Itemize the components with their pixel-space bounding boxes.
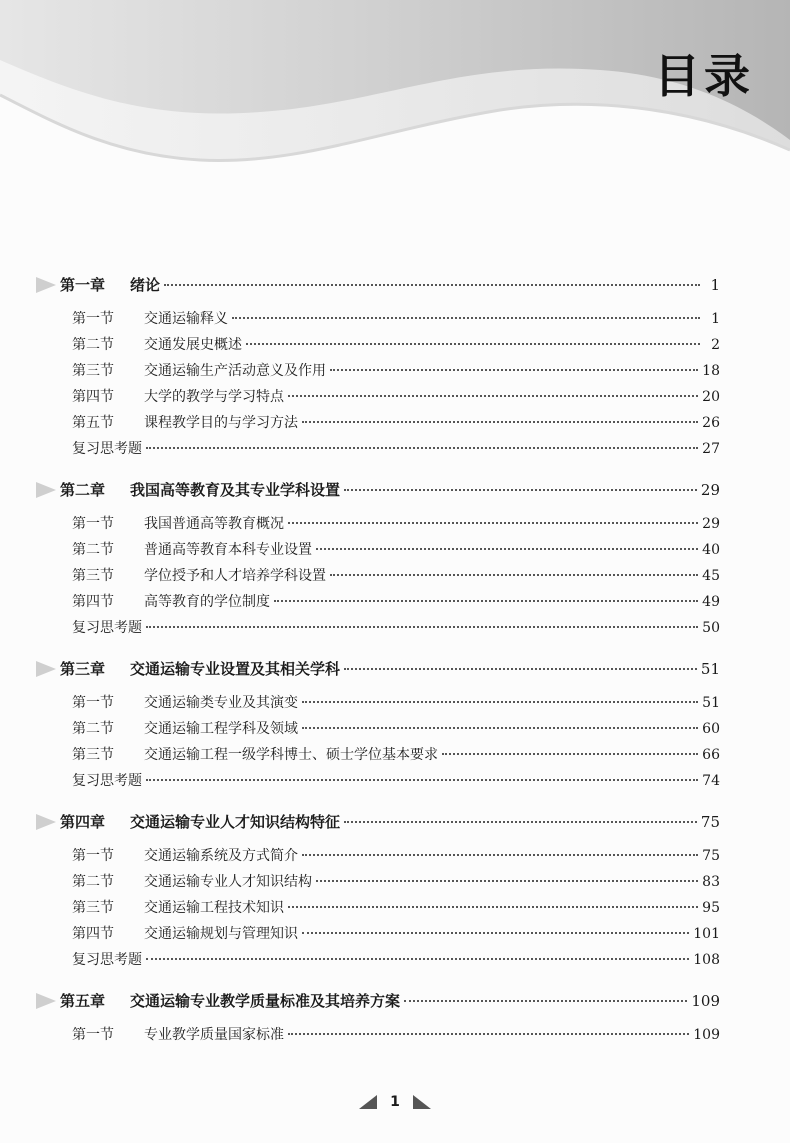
dot-leader [288, 522, 698, 524]
section-title: 交通运输类专业及其演变 [144, 695, 298, 711]
section-entry[interactable] [40, 947, 720, 973]
dot-leader [442, 753, 698, 755]
section-title: 交通运输系统及方式简介 [144, 848, 298, 864]
section-title: 复习思考题 [72, 773, 142, 789]
section-page: 1 [711, 311, 720, 327]
section-entry[interactable] [40, 615, 720, 641]
section-title: 交通运输生产活动意义及作用 [144, 363, 326, 379]
section-entry[interactable] [40, 358, 720, 384]
section-title: 学位授予和人才培养学科设置 [144, 568, 326, 584]
table-of-contents [40, 270, 720, 1061]
section-title: 专业教学质量国家标准 [144, 1027, 284, 1043]
chapter-title: 我国高等教育及其专业学科设置 [130, 481, 341, 499]
chapter-page: 75 [700, 813, 720, 831]
section-page: 18 [702, 363, 720, 379]
chapter-marker-icon [36, 482, 56, 498]
section-number: 第一节 [72, 311, 114, 327]
section-page: 108 [693, 952, 720, 968]
dot-leader [164, 284, 700, 286]
section-title: 复习思考题 [72, 441, 142, 457]
section-page: 109 [693, 1027, 720, 1043]
page-number: 1 [390, 1094, 400, 1110]
chapter-number: 第一章 [60, 276, 106, 294]
section-page: 27 [702, 441, 720, 457]
section-number: 第三节 [72, 568, 114, 584]
chapter-title: 交通运输专业设置及其相关学科 [130, 660, 341, 678]
dot-leader [288, 906, 698, 908]
section-entry[interactable] [40, 690, 720, 716]
section-number: 第二节 [72, 721, 114, 737]
section-title: 交通运输工程学科及领域 [144, 721, 298, 737]
section-entry[interactable] [40, 1022, 720, 1048]
section-entry[interactable] [40, 511, 720, 537]
dot-leader [232, 317, 700, 319]
section-title: 课程教学目的与学习方法 [144, 415, 298, 431]
section-page: 51 [702, 695, 720, 711]
chapter-block [40, 654, 720, 794]
chapter-number: 第二章 [60, 481, 106, 499]
section-number: 第四节 [72, 926, 114, 942]
section-page: 60 [702, 721, 720, 737]
chapter-title: 交通运输专业人才知识结构特征 [130, 813, 341, 831]
chapter-block [40, 807, 720, 973]
section-entry[interactable] [40, 306, 720, 332]
chapter-entry[interactable] [40, 986, 720, 1016]
page-title: 目录 [654, 49, 754, 103]
section-entry[interactable] [40, 716, 720, 742]
dot-leader [274, 600, 698, 602]
section-title: 大学的教学与学习特点 [144, 389, 284, 405]
section-page: 29 [702, 516, 720, 532]
dot-leader [302, 932, 689, 934]
section-page: 40 [702, 542, 720, 558]
dot-leader [302, 727, 698, 729]
dot-leader [146, 958, 689, 960]
left-triangle-icon [359, 1095, 377, 1109]
dot-leader [316, 880, 698, 882]
section-page: 50 [702, 620, 720, 636]
section-entry[interactable] [40, 843, 720, 869]
dot-leader [302, 854, 698, 856]
chapter-title: 绪论 [130, 276, 161, 294]
section-title: 交通运输工程技术知识 [144, 900, 284, 916]
section-title: 我国普通高等教育概况 [144, 516, 284, 532]
section-entry[interactable] [40, 410, 720, 436]
dot-leader [316, 548, 698, 550]
section-entry[interactable] [40, 921, 720, 947]
chapter-number: 第五章 [60, 992, 106, 1010]
section-entry[interactable] [40, 563, 720, 589]
section-entry[interactable] [40, 869, 720, 895]
section-number: 第三节 [72, 747, 114, 763]
section-title: 高等教育的学位制度 [144, 594, 270, 610]
dot-leader [344, 821, 697, 823]
section-entry[interactable] [40, 332, 720, 358]
section-page: 2 [711, 337, 720, 353]
chapter-entry[interactable] [40, 807, 720, 837]
dot-leader [344, 668, 697, 670]
section-number: 第四节 [72, 389, 114, 405]
dot-leader [330, 574, 698, 576]
dot-leader [344, 489, 697, 491]
section-page: 83 [702, 874, 720, 890]
section-number: 第五节 [72, 415, 114, 431]
dot-leader [302, 701, 698, 703]
section-number: 第一节 [72, 516, 114, 532]
chapter-entry[interactable] [40, 270, 720, 300]
section-title: 交通运输专业人才知识结构 [144, 874, 312, 890]
section-number: 第二节 [72, 337, 114, 353]
section-page: 101 [693, 926, 720, 942]
section-entry[interactable] [40, 768, 720, 794]
dot-leader [246, 343, 700, 345]
section-page: 26 [702, 415, 720, 431]
section-entry[interactable] [40, 537, 720, 563]
section-entry[interactable] [40, 384, 720, 410]
section-number: 第一节 [72, 695, 114, 711]
section-page: 75 [702, 848, 720, 864]
section-page: 20 [702, 389, 720, 405]
section-number: 第一节 [72, 1027, 114, 1043]
chapter-page: 1 [710, 276, 720, 294]
section-page: 95 [702, 900, 720, 916]
chapter-marker-icon [36, 993, 56, 1009]
section-number: 第二节 [72, 874, 114, 890]
chapter-block [40, 986, 720, 1048]
chapter-marker-icon [36, 277, 56, 293]
dot-leader [146, 779, 698, 781]
right-triangle-icon [413, 1095, 431, 1109]
section-number: 第一节 [72, 848, 114, 864]
section-page: 49 [702, 594, 720, 610]
chapter-number: 第三章 [60, 660, 106, 678]
section-title: 交通运输工程一级学科博士、硕士学位基本要求 [144, 747, 438, 763]
dot-leader [404, 1000, 687, 1002]
section-entry[interactable] [40, 742, 720, 768]
chapter-page: 51 [700, 660, 720, 678]
section-number: 第三节 [72, 363, 114, 379]
section-title: 普通高等教育本科专业设置 [144, 542, 312, 558]
section-entry[interactable] [40, 589, 720, 615]
chapter-block [40, 475, 720, 641]
page-footer [0, 1094, 790, 1110]
section-number: 第三节 [72, 900, 114, 916]
chapter-entry[interactable] [40, 475, 720, 505]
section-page: 45 [702, 568, 720, 584]
section-entry[interactable] [40, 436, 720, 462]
chapter-block [40, 270, 720, 462]
section-number: 第二节 [72, 542, 114, 558]
section-number: 第四节 [72, 594, 114, 610]
dot-leader [330, 369, 698, 371]
dot-leader [288, 1033, 689, 1035]
dot-leader [288, 395, 698, 397]
chapter-title: 交通运输专业教学质量标准及其培养方案 [130, 992, 401, 1010]
section-title: 交通运输规划与管理知识 [144, 926, 298, 942]
dot-leader [146, 626, 698, 628]
chapter-marker-icon [36, 661, 56, 677]
section-title: 复习思考题 [72, 620, 142, 636]
dot-leader [302, 421, 698, 423]
section-title: 复习思考题 [72, 952, 142, 968]
chapter-number: 第四章 [60, 813, 106, 831]
chapter-page: 29 [700, 481, 720, 499]
section-page: 74 [702, 773, 720, 789]
chapter-marker-icon [36, 814, 56, 830]
section-title: 交通发展史概述 [144, 337, 242, 353]
section-page: 66 [702, 747, 720, 763]
section-title: 交通运输释义 [144, 311, 228, 327]
chapter-page: 109 [691, 992, 720, 1010]
dot-leader [146, 447, 698, 449]
section-entry[interactable] [40, 895, 720, 921]
chapter-entry[interactable] [40, 654, 720, 684]
